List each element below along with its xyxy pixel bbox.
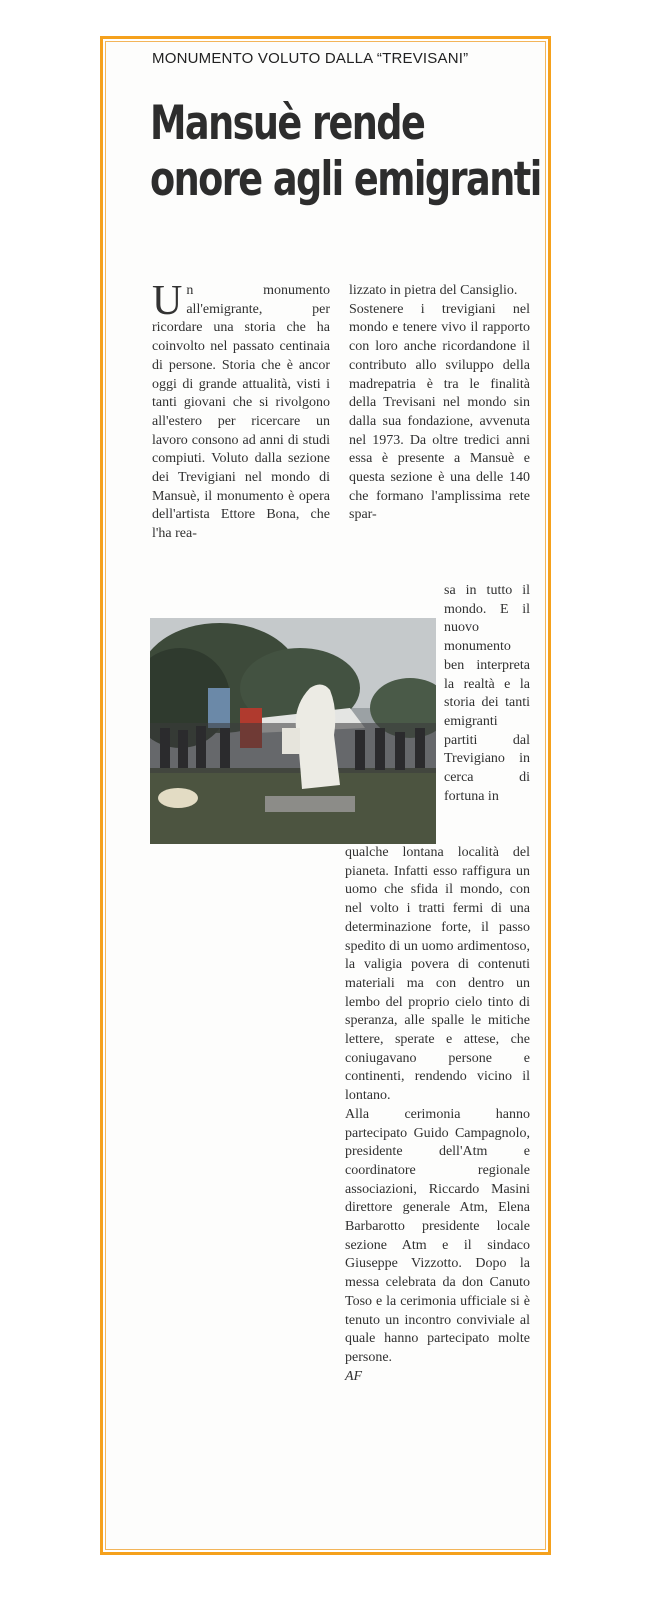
- article-column-2-top: [349, 282, 530, 525]
- column-2-paragraph-4: Alla cerimonia hanno partecipato Guido Campagnolo, presidente dell'Atm e coordinatore regionale associazioni, Riccardo Masini direttore generale Atm, Elena Barbarotto presidente locale sezione Atm e il sindaco Giuseppe Vizzotto. Dopo la messa celebrata da don Canuto Toso e la cerimonia ufficiale si è tenuto un incontro conviviale al quale hanno partecipato molte persone.: [345, 1106, 530, 1365]
- column-2-paragraph-2: Sostenere i trevigiani nel mondo e tenere vivo il rapporto con loro anche ricordandone il contributo allo sviluppo della madrepatria è tra le finalità della Trevisani nel mondo sin dalla sua fondazione, avvenuta nel 1973. Da oltre tredici anni essa è presente a Mansuè e questa sezione è una delle 140 che formano l'amplissima rete spar-: [349, 301, 530, 523]
- article-column-1: [152, 278, 330, 544]
- column-2-paragraph-1: lizzato in pietra del Cansiglio.: [349, 283, 518, 298]
- column-1-text: n monumento all'emigrante, per ricordare una storia che ha coinvolto nel passato centinaia di persone. Storia che è ancor oggi di grande attualità, visti i tanti giovani che si rivolgono all'estero per ricercare un lavoro consono ad anni di studi compiuti. Voluto dalla sezione dei Trevigiani nel mondo di Mansuè, il monumento è opera dell'artista Ettore Bona, che l'ha rea-: [152, 283, 330, 542]
- article-column-2-bottom: [345, 844, 530, 1386]
- monument-photo: [150, 618, 436, 844]
- article-kicker: MONUMENTO VOLUTO DALLA “TREVISANI”: [152, 50, 469, 67]
- column-2-paragraph-3: qualche lontana località del pianeta. Infatti esso raffigura un uomo che sfida il mondo, con nel volto i tratti fermi di una determinazione forte, il passo spedito di un uomo ardimentoso, la valigia povera di contenuti materiali ma con dentro un lembo del proprio cielo tinto di speranza, alle spalle le mitiche lettere, sperate e attese, che coniugavano persone e continenti, rendendo vicino il lontano.: [345, 845, 530, 1104]
- monument-photo-image: [150, 618, 436, 844]
- article-column-2-wrap: [444, 582, 530, 806]
- headline-line-1: Mansuè rende: [150, 96, 425, 151]
- article-headline: [150, 96, 541, 208]
- column-2-wrap-text: sa in tutto il mondo. E il nuovo monumento ben interpreta la realtà e la storia dei tanti emigranti partiti dal Trevigiano in cerca di fortuna in: [444, 583, 530, 804]
- headline-line-2: onore agli emigranti: [150, 152, 541, 207]
- drop-cap: U: [152, 278, 183, 324]
- article-signature: AF: [345, 1368, 363, 1384]
